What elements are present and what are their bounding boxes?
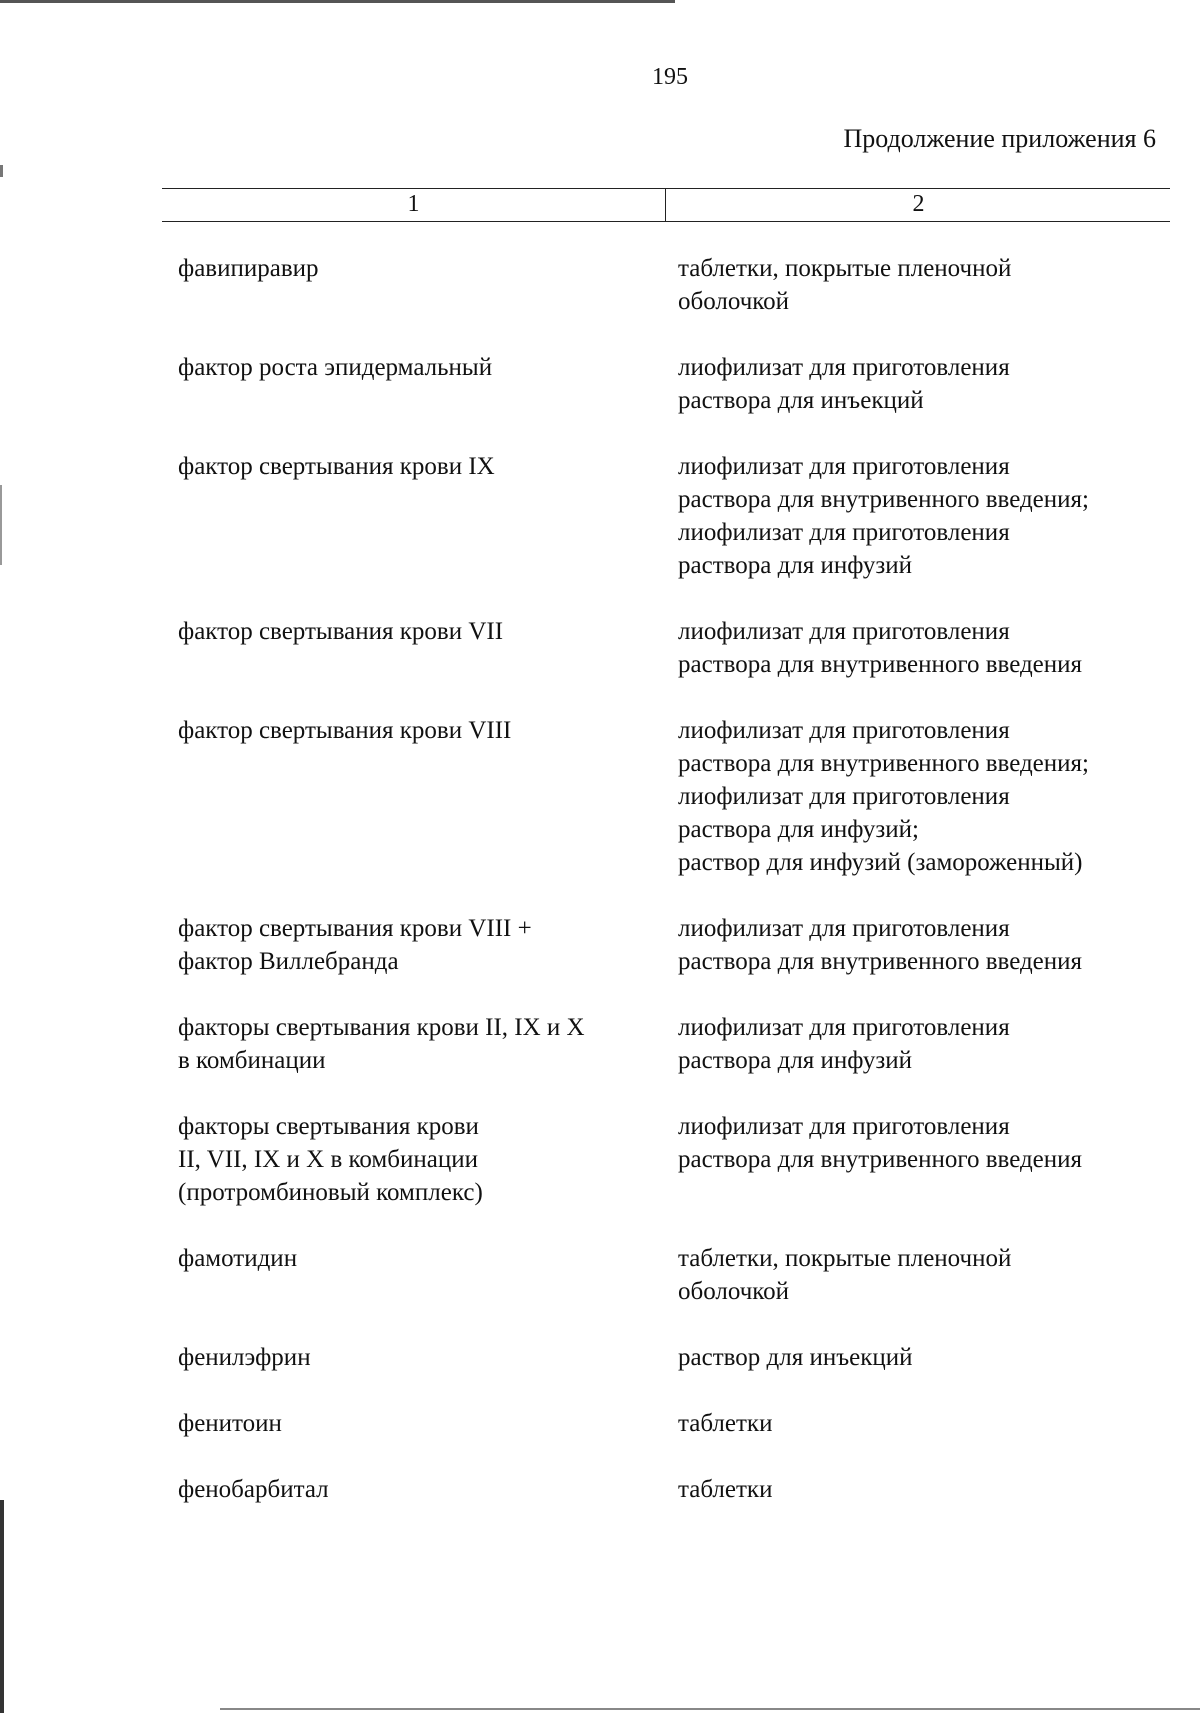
table-row — [178, 1473, 1168, 1506]
page-number: 195 — [652, 64, 688, 90]
table-row — [178, 714, 1168, 879]
table-row — [178, 1242, 1168, 1308]
dosage-form: лиофилизат для приготовления раствора для внутривенного введения — [678, 915, 1083, 975]
drug-name: фактор роста эпидермальный — [178, 354, 493, 381]
drug-name: фактор свертывания крови VII — [178, 618, 504, 645]
table-row — [178, 450, 1168, 582]
table-row — [178, 1341, 1168, 1374]
table-row — [178, 252, 1168, 318]
table-row — [178, 912, 1168, 978]
table-row — [178, 1407, 1168, 1440]
dosage-form: лиофилизат для приготовления раствора для внутривенного введения — [678, 618, 1083, 678]
scan-edge-left — [0, 165, 3, 177]
dosage-form: таблетки — [678, 1410, 773, 1437]
scan-edge-left — [0, 1500, 4, 1713]
drug-name: фактор свертывания крови IX — [178, 453, 495, 480]
dosage-form: лиофилизат для приготовления раствора для внутривенного введения; лиофилизат для приготовления раствора для инфузий; раствор для инфузий (замороженный) — [678, 717, 1089, 876]
drug-name: факторы свертывания крови II, IX и X в комбинации — [178, 1014, 585, 1074]
drug-name: фамотидин — [178, 1245, 298, 1272]
drug-name: фактор свертывания крови VIII + фактор Виллебранда — [178, 915, 532, 975]
table-row — [178, 1110, 1168, 1209]
dosage-form: таблетки, покрытые пленочной оболочкой — [678, 1245, 1012, 1305]
drug-name: фенитоин — [178, 1410, 282, 1437]
table-row — [178, 1011, 1168, 1077]
column-divider — [665, 188, 666, 222]
continuation-note: Продолжение приложения 6 — [843, 124, 1156, 153]
header-rule-bottom — [162, 221, 1170, 222]
drug-name: фенобарбитал — [178, 1476, 329, 1503]
header-rule-top — [162, 188, 1170, 189]
dosage-form: лиофилизат для приготовления раствора для инъекций — [678, 354, 1010, 414]
dosage-form: лиофилизат для приготовления раствора для инфузий — [678, 1014, 1010, 1074]
table-body — [178, 252, 1168, 1539]
dosage-form: раствор для инъекций — [678, 1344, 913, 1371]
drug-name: факторы свертывания крови II, VII, IX и X в комбинации (протромбиновый комплекс) — [178, 1113, 483, 1206]
table-header — [162, 188, 1170, 222]
dosage-form: таблетки, покрытые пленочной оболочкой — [678, 255, 1012, 315]
drug-name: фенилэфрин — [178, 1344, 311, 1371]
dosage-form: лиофилизат для приготовления раствора для внутривенного введения — [678, 1113, 1083, 1173]
dosage-form: таблетки — [678, 1476, 773, 1503]
column-number-1: 1 — [407, 191, 420, 217]
scan-edge-top — [0, 0, 675, 3]
dosage-form: лиофилизат для приготовления раствора для внутривенного введения; лиофилизат для приготовления раствора для инфузий — [678, 453, 1089, 579]
drug-name: фактор свертывания крови VIII — [178, 717, 512, 744]
table-row — [178, 615, 1168, 681]
scan-edge-bottom — [220, 1708, 1200, 1710]
column-number-2: 2 — [912, 191, 925, 217]
scan-edge-left — [0, 485, 2, 565]
table-row — [178, 351, 1168, 417]
drug-name: фавипиравир — [178, 255, 319, 282]
